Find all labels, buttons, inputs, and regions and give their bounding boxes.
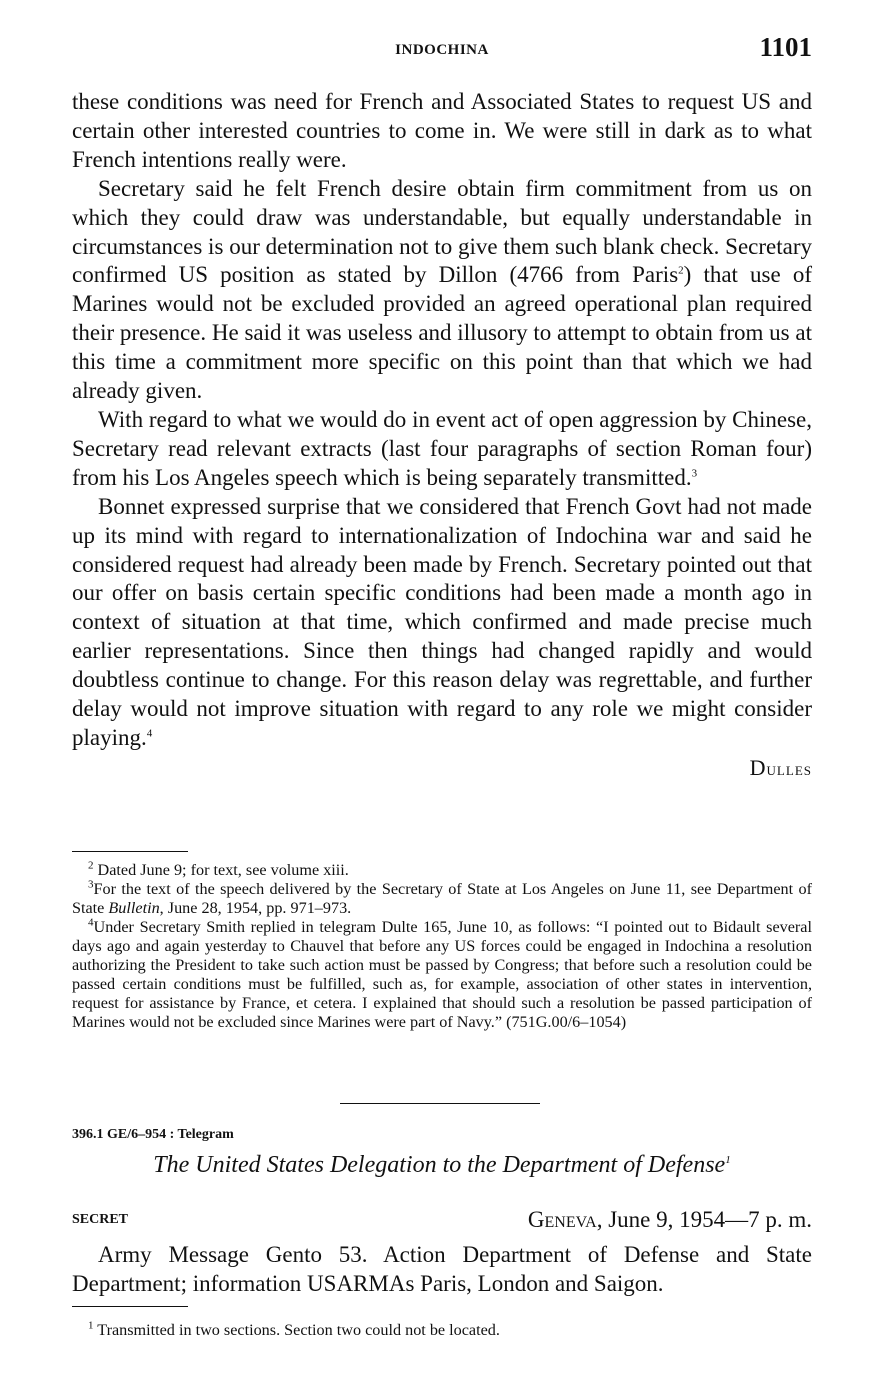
document-title: The United States Delegation to the Department of Defense$^1$ bbox=[153, 1152, 731, 1178]
document-id: 396.1 GE/6–954 : Telegram bbox=[72, 1127, 234, 1142]
document-footnotes bbox=[72, 1321, 812, 1340]
footnote-divider bbox=[72, 851, 188, 852]
footnotes bbox=[72, 861, 812, 1032]
paragraph-4: Bonnet expressed surprise that we considered that French Govt had not made up its mind with regard to internationalization of Indochina war and said he considered request had already been made by French. Secretary pointed out that our offer on basis certain specific conditions had been made a month ago in context of situation at that time, which confirmed and made precise much earlier representations. Since then things had changed rapidly and would doubtless continue to change. For this reason delay was regrettable, and further delay would not improve situation with regard to any role we might consider playing.$^4$ bbox=[72, 493, 812, 750]
footnote-ref-4[interactable]: 4 bbox=[146, 727, 153, 740]
footnote-4: $^4$Under Secretary Smith replied in telegram Dulte 165, June 10, as follows: “I pointed out to Bidault several days ago and again yesterday to Chauvel that before any US forces could be engaged in Indochina a resolution authorizing the President to take such action must be passed by Congress; that before such a resolution could be passed certain conditions must be fulfilled, such as, for example, association of other states in intervention, request for assistance by France, et cetera. I explained that should such a resolution be passed participation of Marines would not be excluded since Marines were part of Navy.” (751G.00/6–1054) bbox=[72, 916, 812, 1031]
paragraph-2: Secretary said he felt French desire obtain firm commitment from us on which they could draw was understandable, but equally understandable in circumstances is our determination not to give them such blank check. Secretary confirmed US position as stated by Dillon (4766 from Paris$^2$) that use of Marines would not be excluded provided an agreed operational plan required their presence. He said it was useless and illusory to attempt to obtain from us at this time a commitment more specific on this point than that which we had already given. bbox=[72, 175, 813, 404]
footnote-ref-2[interactable]: 2 bbox=[678, 264, 684, 277]
footnote-3: $^3$For the text of the speech delivered by the Secretary of State at Los Angeles on June 11, see Department of State Bulletin, June 28, 1954, pp. 971–973. bbox=[72, 878, 812, 917]
footnote-ref-3[interactable]: 3 bbox=[691, 467, 698, 480]
footnote-2: $^2$ Dated June 9; for text, see volume xiii. bbox=[88, 859, 349, 879]
document-paragraph: Army Message Gento 53. Action Department of Defense and State Department; information USARMAs Paris, London and Saigon. bbox=[72, 1242, 812, 1296]
paragraph-1: these conditions was need for French and Associated States to request US and certain other interested countries to come in. We were still in dark as to what French intentions really were. bbox=[72, 89, 812, 172]
page-header bbox=[72, 32, 812, 72]
document-text bbox=[72, 1241, 812, 1299]
footnote-1: $^1$ Transmitted in two sections. Section two could not be located. bbox=[88, 1319, 500, 1339]
place: Geneva bbox=[527, 1207, 597, 1232]
classification: SECRET bbox=[72, 1212, 129, 1227]
signature: Dulles bbox=[749, 754, 812, 780]
footnote-divider-2 bbox=[72, 1306, 188, 1307]
page-number: 1101 bbox=[759, 32, 812, 62]
title-footnote-ref[interactable]: 1 bbox=[725, 1154, 731, 1166]
section-divider bbox=[340, 1103, 540, 1104]
date: , June 9, 1954—7 p. m. bbox=[596, 1207, 812, 1232]
paragraph-3: With regard to what we would do in event act of open aggression by Chinese, Secretary read relevant extracts (last four paragraphs of section Roman four) from his Los Angeles speech which is being separately transmitted.$^3$ bbox=[72, 406, 812, 490]
place-date bbox=[528, 1207, 812, 1233]
running-head: INDOCHINA bbox=[395, 42, 489, 58]
main-text bbox=[72, 88, 812, 781]
